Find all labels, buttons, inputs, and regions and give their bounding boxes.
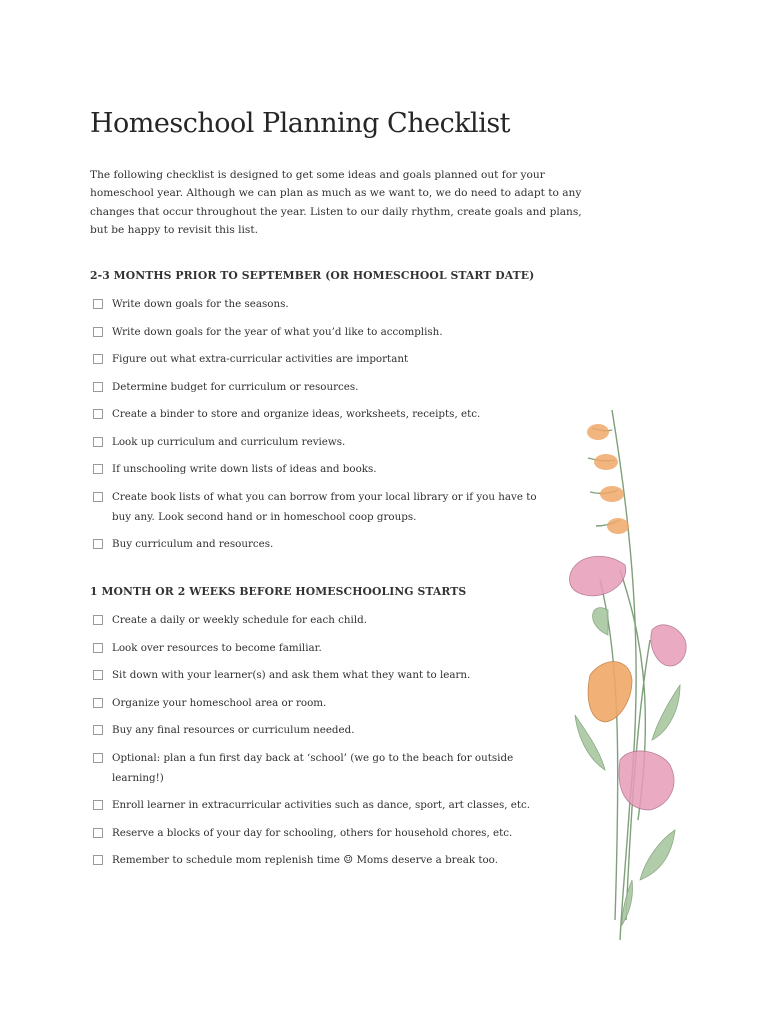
checklist-prior [90, 294, 540, 562]
checklist-item-text-start: Remember to schedule mom replenish time [112, 854, 344, 866]
checklist-item [90, 748, 540, 788]
checklist-item-label: Create book lists of what you can borrow from your local library or if you have to buy any. Look second hand or in homeschool coop groups. [112, 490, 537, 523]
checkbox-icon[interactable] [93, 299, 103, 309]
checklist-item [90, 404, 540, 424]
checkbox-icon[interactable] [93, 753, 103, 763]
checklist-item-label: Enroll learner in extracurricular activities such as dance, sport, art classes, etc. [112, 799, 531, 811]
checkbox-icon[interactable] [93, 698, 103, 708]
checklist-item-label: Sit down with your learner(s) and ask them what they want to learn. [112, 669, 471, 681]
checklist-item-label: Create a binder to store and organize ideas, worksheets, receipts, etc. [112, 408, 481, 420]
checkbox-icon[interactable] [93, 437, 103, 447]
intro-paragraph: The following checklist is designed to get some ideas and goals planned out for your homeschool year. Although we can plan as much as we want to, we do need to adapt to any changes that occur throughout the year. Listen to our daily rhythm, create goals and plans, but be happy to revisit this list. [90, 169, 582, 236]
checkbox-icon[interactable] [93, 855, 103, 865]
checklist-item-label: If unschooling write down lists of ideas and books. [112, 463, 377, 475]
checklist-item [90, 693, 540, 713]
checkbox-icon[interactable] [93, 382, 103, 392]
checklist-item [90, 823, 540, 843]
checklist-item [90, 720, 540, 740]
checkbox-icon[interactable] [93, 828, 103, 838]
checkbox-icon[interactable] [93, 354, 103, 364]
smiley-icon: ☺ [343, 853, 354, 866]
checklist-item [90, 638, 540, 658]
checklist-item-label: Write down goals for the seasons. [112, 298, 289, 310]
checklist-item [90, 610, 540, 630]
checklist-item-label: Write down goals for the year of what you’d like to accomplish. [112, 325, 443, 338]
checklist-item-label: Organize your homeschool area or room. [112, 696, 327, 709]
checklist-item-label: Determine budget for curriculum or resources. [112, 380, 359, 393]
checkbox-icon[interactable] [93, 327, 103, 337]
checkbox-icon[interactable] [93, 539, 103, 549]
checklist-item-label: Create a daily or weekly schedule for each child. [112, 614, 367, 626]
checklist-item-text-end: Moms deserve a break too. [353, 854, 498, 866]
checkbox-icon[interactable] [93, 725, 103, 735]
checkbox-icon[interactable] [93, 800, 103, 810]
section-heading-before: 1 MONTH OR 2 WEEKS BEFORE HOMESCHOOLING STARTS [90, 585, 467, 598]
checklist-item [90, 294, 540, 314]
checkbox-icon[interactable] [93, 615, 103, 625]
checklist-item [90, 459, 540, 479]
checklist-item [90, 349, 540, 369]
checklist-item-label: Figure out what extra-curricular activities are important [112, 353, 409, 365]
checkbox-icon[interactable] [93, 492, 103, 502]
checklist-item-label: Buy any final resources or curriculum needed. [112, 724, 355, 736]
checklist-item-label: Buy curriculum and resources. [112, 538, 274, 550]
checklist-item [90, 432, 540, 452]
checkbox-icon[interactable] [93, 464, 103, 474]
checklist-item-label [112, 854, 498, 866]
checkbox-icon[interactable] [93, 670, 103, 680]
checklist-item [90, 322, 540, 342]
checklist-item-label: Optional: plan a fun first day back at ‘school’ (we go to the beach for outside learning!) [112, 751, 514, 784]
checkbox-icon[interactable] [93, 409, 103, 419]
checklist-item [90, 377, 540, 397]
section-heading-prior: 2-3 MONTHS PRIOR TO SEPTEMBER (OR HOMESCHOOL START DATE) [90, 269, 535, 282]
checklist-item-label: Look up curriculum and curriculum reviews. [112, 435, 346, 448]
checklist-item [90, 487, 540, 527]
checklist-item [90, 795, 540, 815]
flower-illustration [560, 400, 720, 945]
checklist-item [90, 850, 540, 870]
checklist-item-label: Reserve a blocks of your day for schooling, others for household chores, etc. [112, 826, 513, 839]
checklist-item [90, 534, 540, 554]
checklist-item-label: Look over resources to become familiar. [112, 641, 322, 654]
checklist-item [90, 665, 540, 685]
checklist-before [90, 610, 540, 878]
checkbox-icon[interactable] [93, 643, 103, 653]
page-title: Homeschool Planning Checklist [90, 108, 511, 139]
